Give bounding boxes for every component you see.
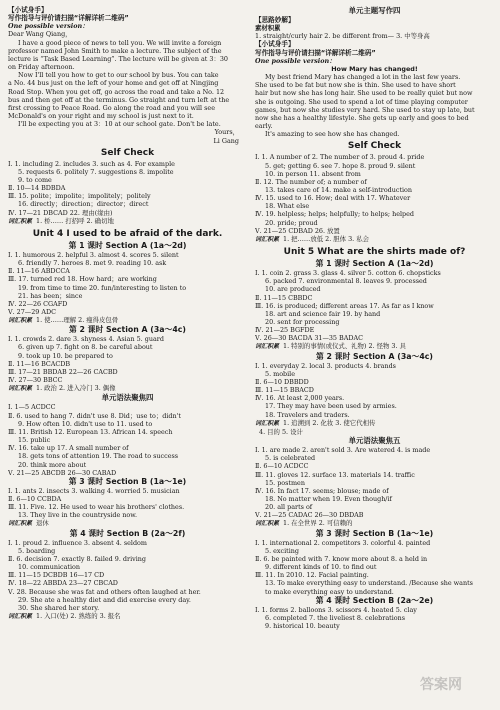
- answer-line: Ⅳ. 19. helpless; helps; helpfully; to helps; helped: [255, 210, 414, 219]
- answer-line: Ⅲ. 15. polite；impolite；impolitely；politely: [8, 192, 151, 201]
- answer-line: Ⅰ. 1. forms 2. balloons 3. scissors 4. heated 5. clay: [255, 605, 417, 614]
- answer-line: Ⅱ. 6. used to hang 7. didn't use 8. Did；use to；didn't: [8, 411, 181, 420]
- answer-line: Ⅰ. 1. coin 2. grass 3. glass 4. silver 5. cotton 6. chopsticks: [255, 269, 441, 278]
- answer-line: Ⅲ. 16. is produced; different areas 17. As far as I know: [255, 301, 434, 310]
- answer-line: 9. How often 10. didn't use to 11. used to: [18, 419, 153, 428]
- answer-line: she is outgoing. She used to spend a lot of time playing computer: [255, 97, 468, 106]
- signature-line: Li Gang: [213, 136, 239, 145]
- left-column: [8, 6, 247, 710]
- answer-line: Ⅱ. 11—16 BCACDB: [8, 359, 71, 368]
- vocab-text: 1. 使……理解 2. 瘦得皮包骨: [36, 316, 119, 325]
- answer-line: 1. straight/curly hair 2. be different from— 3. 中等身高: [255, 32, 430, 41]
- vocab-line: [255, 519, 494, 528]
- vocab-label: 词汇积累: [8, 217, 33, 225]
- self-check-heading: Self Check: [100, 147, 155, 158]
- answer-line: Ⅲ. 11. British 12. European 13. African 14. speech: [8, 427, 173, 436]
- vocab-text: 1. 追溯到 2. 化妆 3. 使它代相传: [283, 418, 376, 427]
- answer-line: bus and then get off at the terminus. Go straight and turn left at the: [8, 95, 230, 104]
- answer-line: to make everything easy to understand.: [265, 587, 394, 596]
- sample-heading: One possible version：: [255, 56, 336, 65]
- answer-line: 13. To make everything easy to understand. /Because she wants: [265, 579, 473, 588]
- answer-line: Ⅰ. 1. A number of 2. The number of 3. proud 4. pride: [255, 153, 425, 162]
- answer-line: It's amazing to see how she has changed.: [265, 130, 400, 139]
- answer-line: 18. What else: [265, 202, 310, 211]
- section-tag: 【小试身手】: [255, 40, 295, 49]
- answer-line: 13. takes care of 14. make a self-introduction: [265, 185, 413, 194]
- answer-line: Ⅳ. 21—25 BGFDE: [255, 326, 315, 335]
- answer-line: Ⅰ. 1. proud 2. influence 3. absent 4. seldom: [8, 538, 147, 547]
- vocab-line: [8, 384, 247, 393]
- vocab-line: [8, 316, 247, 325]
- answer-line: 9. took up 10. be prepared to: [18, 351, 113, 360]
- vocab-line: [255, 419, 494, 428]
- answer-line: 10. communication: [18, 563, 80, 572]
- vocab-text: 1. 桥…… 打招呼 2. 确切地: [36, 216, 114, 225]
- answer-line: 18. gets tons of attention 19. The road to success: [18, 452, 179, 461]
- answer-line: I'll be expecting you at 3：10 at our school gate. Don't be late.: [18, 120, 221, 129]
- answer-line: Ⅰ. 1. are made 2. aren't sold 3. Are watered 4. is made: [255, 446, 431, 455]
- answer-line: Ⅲ. 11. In 2010. 12. Facial painting.: [255, 571, 369, 580]
- section-tag: 【小试身手】: [8, 6, 48, 14]
- answer-line: 4. 目的 5. 设计: [259, 427, 303, 436]
- vocab-label: 词汇积累: [255, 419, 280, 427]
- answer-line: 6. given up 7. fight on 8. be careful about: [18, 343, 153, 352]
- answer-line: She used to be fat but now she is thin. She used to have short: [255, 81, 456, 90]
- lesson-heading: 第 1 课时 Section A (1a～2d): [315, 259, 434, 269]
- answer-line: McDonald's on your right and my school is just next to it.: [8, 112, 194, 121]
- answer-line: 5. boarding: [18, 546, 56, 555]
- answer-line: Ⅰ. 1. ants 2. insects 3. walking 4. worried 5. musician: [8, 486, 180, 495]
- answer-line: Ⅲ. 17—21 BBDAB 22—26 CACBD: [8, 367, 118, 376]
- answer-line: 5. mobile: [265, 369, 295, 378]
- unit-heading: Unit 5 What are the shirts made of?: [283, 247, 466, 258]
- answer-line: 5. exciting: [265, 546, 299, 555]
- answer-line: 6. friendly 7. heroes 8. met 9. reading 10. ask: [18, 259, 167, 268]
- answer-line: Ⅳ. 16. take up 17. A small number of: [8, 444, 129, 453]
- answer-line: 15. public: [18, 436, 51, 445]
- lesson-heading: 第 2 课时 Section A (3a～4c): [69, 325, 186, 335]
- vocab-text: 1. 政治 2. 进入冷门 3. 偶像: [36, 384, 116, 393]
- answer-line: Ⅱ. 11—15 CBBDC: [255, 293, 313, 302]
- section-title: 单元主题写作四: [348, 6, 401, 15]
- answer-line: Ⅴ. 27—29 ADC: [8, 308, 56, 316]
- answer-line: Ⅰ. 1—5 ACDCC: [8, 403, 56, 412]
- lesson-heading: 第 2 课时 Section A (3a～4c): [316, 351, 433, 361]
- answer-line: lecture is “Task Based Learning”. The lecture will be given at 3：30: [8, 54, 228, 63]
- watermark-logo: 答案网: [420, 677, 462, 693]
- answer-line: 20. pride; proud: [265, 218, 318, 227]
- answer-line: first crossing to Peace Road. Go along the road and you will see: [8, 103, 215, 112]
- vocab-line: [8, 519, 247, 528]
- vocab-text: 1. 在全世界 2. 可信赖的: [283, 519, 353, 528]
- grammar-heading: 单元语法聚焦五: [348, 436, 401, 446]
- answer-line: Ⅰ. 1. everyday 2. local 3. products 4. brands: [255, 361, 396, 370]
- answer-line: Ⅰ. 1. international 2. competitors 3. colorful 4. painted: [255, 538, 431, 547]
- answer-line: Ⅱ. 6—10 DBBDD: [255, 377, 309, 386]
- answer-line: now she has a healthy lifestyle. She gets up early and goes to bed: [255, 113, 469, 122]
- right-column: [255, 6, 494, 710]
- answer-line: My best friend Mary has changed a lot in the last few years.: [265, 73, 461, 82]
- answer-line: 5. is celebrated: [265, 454, 316, 463]
- grammar-heading: 单元语法聚焦四: [101, 393, 154, 403]
- lesson-heading: 第 1 课时 Section A (1a～2d): [68, 240, 187, 250]
- vocab-label: 词汇积累: [255, 235, 280, 243]
- section-tag: 【思路妙解】: [255, 16, 295, 24]
- answer-line: Ⅲ. 11—15 DCBDB 16—17 CD: [8, 571, 105, 580]
- answer-line: 16. directly；direction；director；direct: [18, 200, 149, 209]
- answer-line: 15. postmen: [265, 478, 305, 487]
- answer-line: Ⅱ. 6. be painted with 7. know more about 8. a held in: [255, 554, 428, 563]
- answer-line: early.: [255, 122, 273, 131]
- answer-line: Dear Wang Qiang，: [8, 30, 72, 39]
- lesson-heading: 第 3 课时 Section B (1a～1e): [315, 528, 434, 538]
- answer-line: games, but now she studies very hard. She used to stay up late, but: [255, 105, 475, 114]
- answer-line: Ⅳ. 16. At least 2,000 years.: [255, 394, 345, 403]
- answer-line: 10. in person 11. absent from: [265, 169, 361, 178]
- answer-line: Ⅰ. 1. humorous 2. helpful 3. almost 4. scores 5. silent: [8, 250, 179, 259]
- vocab-text: 退休: [36, 519, 49, 528]
- answer-line: Ⅳ. 15. used to 16. How; deal with 17. Whatever: [255, 194, 411, 203]
- answer-line: 6. packed 7. environmental 8. leaves 9. processed: [265, 277, 427, 286]
- vocab-text: 1. 入口(处) 2. 熟练的 3. 报名: [36, 612, 121, 620]
- answer-line: 13. They live in the countryside now.: [18, 511, 138, 520]
- answer-line: Ⅳ. 27—30 BBCC: [8, 376, 63, 385]
- sample-heading: One possible version：: [8, 22, 89, 31]
- answer-line: Ⅱ. 6—10 ACDCC: [255, 462, 309, 471]
- answer-line: 9. historical 10. beauty: [265, 622, 340, 630]
- answer-line: 18. No matter when 19. Even though/if: [265, 494, 392, 503]
- vocab-text: 1. 特别的事情(或仪式、礼物) 2. 怪物 3. 具: [283, 342, 406, 351]
- answer-line: 18. art and science fair 19. by hand: [265, 309, 381, 318]
- answer-line: on Friday afternoon.: [8, 63, 75, 72]
- answer-line: Ⅴ. 21—25 CDBAD 26. 放置: [255, 226, 340, 235]
- answer-line: 5. get; getting 6. see 7. hope 8. proud 9. silent: [265, 161, 416, 170]
- lesson-heading: 第 4 课时 Section B (2a～2e): [315, 595, 434, 605]
- vocab-label: 词汇积累: [8, 613, 33, 620]
- answer-line: 10. are produced: [265, 285, 321, 294]
- answer-line: I have a good piece of news to tell you. We will invite a foreign: [18, 38, 222, 47]
- signature-line: Yours，: [214, 128, 239, 137]
- answer-line: 6. completed 7. the liveliest 8. celebrations: [265, 613, 405, 622]
- answer-line: Ⅲ. 11. Five. 12. He used to wear his brothers' clothes.: [8, 503, 185, 512]
- answer-line: 19. from time to time 20. fun/interesting to listen to: [18, 283, 187, 292]
- answer-line: 29. She ate a healthy diet and did exercise every day.: [18, 595, 191, 604]
- vocab-text: 1. 把……放低 2. 胆体 3. 私会: [283, 234, 369, 243]
- answer-line: Ⅳ. 17—21 DBCAD 22. 理由(缘由): [8, 208, 113, 217]
- answer-line: Ⅳ. 22—26 CGAFD: [8, 299, 68, 308]
- answer-line: Ⅰ. 1. crowds 2. dare 3. shyness 4. Asian 5. guard: [8, 335, 164, 344]
- answer-line: Ⅱ. 12. The number of; a number of: [255, 177, 367, 186]
- vocab-label: 词汇积累: [8, 520, 33, 528]
- vocab-label: 词汇积累: [255, 343, 280, 351]
- answer-line: Ⅱ. 6—10 CCBDA: [8, 494, 62, 503]
- answer-line: Ⅱ. 11—16 ABDCCA: [8, 267, 70, 276]
- answer-line: Ⅲ. 11—15 BBACD: [255, 386, 314, 395]
- answer-line: Ⅴ. 21—25 CADAC 26—30 DBDAB: [255, 511, 364, 520]
- vocab-label: 词汇积累: [8, 317, 33, 325]
- answer-line: Now I'll tell you how to get to our school by bus. You can take: [18, 71, 219, 80]
- answer-line: Ⅳ. 16. In fact 17. seems; blouse; made of: [255, 486, 389, 495]
- answer-line: 18. Travelers and traders.: [265, 410, 350, 419]
- unit-heading: Unit 4 I used to be afraid of the dark.: [32, 228, 223, 239]
- answer-line: 30. She shared her story.: [18, 603, 100, 612]
- vocab-label: 词汇积累: [255, 520, 280, 528]
- vocab-line: [255, 235, 494, 244]
- answer-line: 20. think more about: [18, 460, 87, 469]
- lesson-heading: 第 3 课时 Section B (1a～1e): [68, 476, 187, 486]
- answer-line: Ⅲ. 17. turned red 18. How hard；are working: [8, 275, 157, 284]
- answer-line: Ⅴ. 21—25 ABCDB 26—30 CABAD: [8, 468, 117, 477]
- subheading: 素材积累: [255, 24, 281, 33]
- answer-line: 17. They may have been used by armies.: [265, 402, 397, 411]
- answer-line: Ⅳ. 18—22 ABBDA 23—27 CBCAD: [8, 579, 118, 588]
- answer-line: 5. requests 6. politely 7. suggestions 8. impolite: [18, 167, 174, 176]
- answer-line: hair but now she has long hair. She used to be really quiet but now: [255, 89, 473, 98]
- answer-line: 9. to come: [18, 175, 52, 184]
- answer-line: 20. sent for processing: [265, 318, 340, 326]
- answer-line: Ⅰ. 1. including 2. includes 3. such as 4. For example: [8, 159, 175, 168]
- section-tag: 写作指导与评价请扫描“详解详析二维码”: [8, 14, 129, 23]
- answer-line: Ⅴ. 28. Because she was fat and others often laughed at her.: [8, 587, 201, 596]
- answer-line: 9. different kinds of 10. to find out: [265, 563, 377, 572]
- vocab-line: [8, 217, 247, 226]
- answer-line: Ⅱ. 10—14 BDBDA: [8, 184, 66, 193]
- essay-title: How Mary has changed!: [331, 64, 418, 73]
- answer-line: 20. all parts of: [265, 503, 313, 512]
- vocab-line: [8, 612, 247, 621]
- vocab-label: 词汇积累: [8, 385, 33, 393]
- lesson-heading: 第 4 课时 Section B (2a～2f): [69, 528, 186, 538]
- answer-line: 21. has been；since: [18, 291, 83, 300]
- answer-line: Ⅴ. 26—30 BACDA 31—35 BADAC: [255, 334, 363, 343]
- answer-line: Ⅲ. 11. gloves 12. surface 13. materials 14. traffic: [255, 470, 415, 479]
- answer-line: Ⅱ. 6. decision 7. exactly 8. failed 9. driving: [8, 554, 146, 563]
- answer-line: Road Stop. When you get off, go across the road and take a No. 12: [8, 87, 225, 96]
- answer-line: professor named John Smith to make a lecture. The subject of the: [8, 46, 222, 55]
- section-tag: 写作指导与评价请扫描“详解详析二维码”: [255, 48, 376, 57]
- answer-line: a No. 44 bus just on the left of your home and get off at Ningjing: [8, 79, 219, 88]
- self-check-heading: Self Check: [347, 141, 402, 152]
- vocab-line: [255, 342, 494, 351]
